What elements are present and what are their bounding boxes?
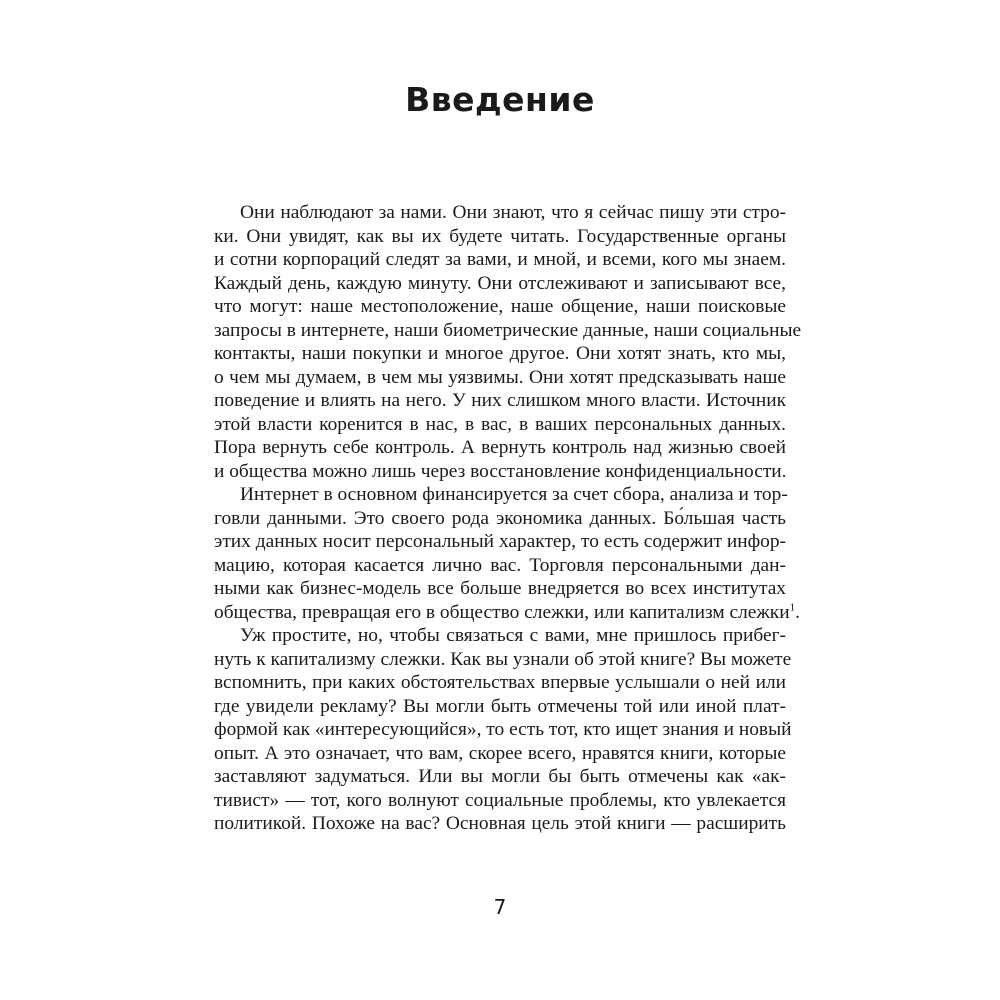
text-line: Они наблюдают за нами. Они знают, что я сейчас пишу эти стро- — [240, 202, 786, 223]
text-line: контакты, наши покупки и многое другое. Они хотят знать, кто мы, — [214, 343, 786, 364]
paragraph-1 — [214, 201, 802, 483]
body-text — [214, 201, 802, 836]
text-line: и общества можно лишь через восстановление конфиденциальности. — [214, 460, 787, 482]
text-line: опыт. А это означает, что вам, скорее всего, нравятся книги, которые — [214, 742, 786, 764]
text-line: Интернет в основном финансируется за счет сбора, анализа и тор- — [240, 484, 788, 505]
paragraph-2 — [214, 483, 800, 624]
text-line: ки. Они увидят, как вы их будете читать. Государственные органы — [214, 225, 786, 247]
text-line: поведение и влиять на него. У них слишком много власти. Источник — [214, 390, 786, 411]
text-line: где увидели рекламу? Вы могли быть отмечены той или иной плат- — [214, 695, 786, 717]
text-line: Уж простите, но, чтобы связаться с вами, мне пришлось прибег- — [240, 625, 786, 646]
text-line: общества, превращая его в общество слежки, или капитализм слежки — [214, 601, 790, 623]
text-line: Каждый день, каждую минуту. Они отслеживают и записывают все, — [214, 272, 786, 294]
text-line: ными как бизнес-модель все больше внедряется во всех институтах — [214, 578, 786, 599]
text-line: мацию, которая касается лично вас. Торговля персональными дан- — [214, 554, 786, 576]
page-number: 7 — [493, 895, 507, 919]
footnote-ref[interactable]: 1 — [789, 601, 796, 614]
text-line: говли данными. Это своего рода экономика данных. Бо́льшая часть — [214, 507, 786, 529]
paragraph-3 — [214, 624, 792, 836]
text-line: о чем мы думаем, в чем мы уязвимы. Они хотят предсказывать наше — [214, 366, 786, 388]
text-line: формой как «интересующийся», то есть тот, кто ищет знания и новый — [214, 719, 792, 740]
text-line: и сотни корпораций следят за вами, и мной, и всеми, кого мы знаем. — [214, 249, 786, 270]
text-line: вспомнить, при каких обстоятельствах впервые услышали о ней или — [214, 672, 786, 693]
chapter-title: Введение — [405, 80, 595, 119]
text-line: этой власти коренится в нас, в вас, в ваших персональных данных. — [214, 413, 786, 435]
text-line: что могут: наше местоположение, наше общение, наши поисковые — [214, 296, 786, 317]
text-line: Пора вернуть себе контроль. А вернуть контроль над жизнью своей — [214, 437, 786, 458]
text-line: этих данных носит персональный характер, то есть содержит инфор- — [214, 531, 786, 552]
text-line: политикой. Похоже на вас? Основная цель этой книги — расширить — [214, 813, 786, 834]
text-line-with-footnote: общества, превращая его в общество слежки, или капитализм слежки$^1$. — [214, 601, 800, 623]
text-line: нуть к капитализму слежки. Как вы узнали об этой книге? Вы можете — [214, 648, 792, 670]
text-line: запросы в интернете, наши биометрические данные, наши социальные — [214, 319, 802, 341]
text-line: заставляют задуматься. Или вы могли бы быть отмечены как «ак- — [214, 766, 786, 787]
text-line: тивист» — тот, кого волнуют социальные проблемы, кто увлекается — [214, 789, 786, 811]
